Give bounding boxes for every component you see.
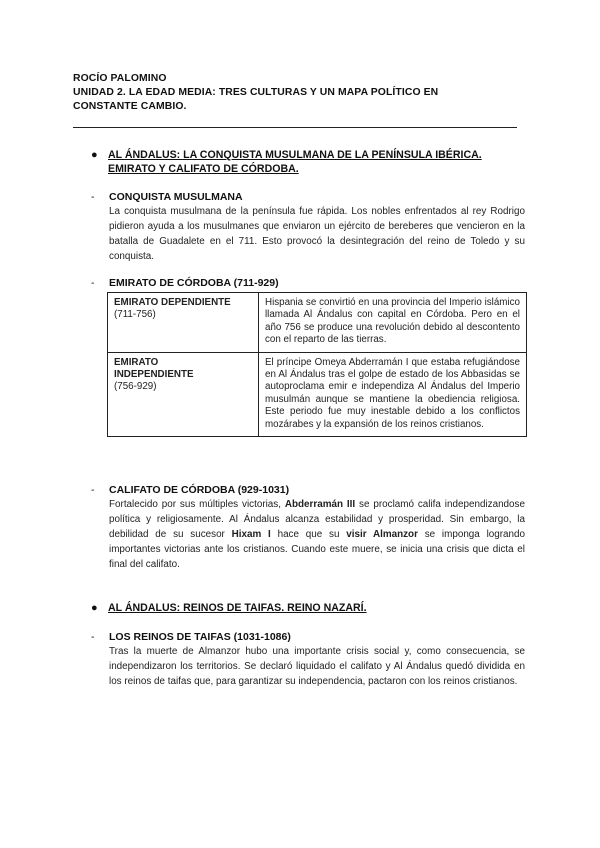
section-title-line1: AL ÁNDALUS: LA CONQUISTA MUSULMANA DE LA PENÍNSULA IBÉRICA. — [108, 149, 482, 161]
paragraph-califato — [109, 497, 525, 572]
unit-title-line1: UNIDAD 2. LA EDAD MEDIA: TRES CULTURAS Y UN MAPA POLÍTICO EN — [73, 87, 439, 98]
row-label: EMIRATO DEPENDIENTE — [114, 297, 231, 308]
subheading-emirato — [91, 276, 391, 290]
text-run: hace que su — [270, 529, 347, 540]
bullet-icon: ● — [91, 149, 98, 161]
emirato-table — [107, 292, 527, 437]
subheading-conquista — [91, 190, 391, 204]
row-label: EMIRATO INDEPENDIENTE — [114, 356, 194, 381]
text-run: se proclamó califa independizandose política y religiosamente. Al Ándalus alcanza estabilidad y prosperidad. Sin embargo, la debilidad de su sucesor — [109, 499, 525, 540]
subheading-label: LOS REINOS DE TAIFAS (1031-1086) — [109, 631, 291, 643]
paragraph-taifas: Tras la muerte de Almanzor hubo una importante crisis social y, como consecuencia, se independizaron los territorios. Se declaró liquidado el califato y Al Ándalus quedó dividida en los reinos de taifas que, para garantizar su independencia, pactaron con los reinos cristianos. — [109, 646, 525, 687]
subheading-label: CONQUISTA MUSULMANA — [109, 191, 243, 203]
subheading-label: CALIFATO DE CÓRDOBA (929-1031) — [109, 484, 290, 496]
section-heading-taifas — [91, 601, 531, 617]
table-cell-label — [108, 352, 259, 436]
table-row — [108, 352, 527, 436]
subheading-califato — [91, 483, 391, 497]
table-row — [108, 293, 527, 353]
dash-marker: - — [91, 631, 95, 643]
section-title-line1: AL ÁNDALUS: REINOS DE TAIFAS. REINO NAZARÍ. — [108, 602, 367, 614]
subheading-label: EMIRATO DE CÓRDOBA (711-929) — [109, 277, 279, 289]
table-cell-description: Hispania se convirtió en una provincia del Imperio islámico llamada Al Ándalus con capital en Córdoba. Pero en el año 756 se produce una revolución debido al descontento con el reparto de las tierras. — [259, 293, 527, 353]
dash-marker: - — [91, 484, 95, 496]
table-cell-label — [108, 293, 259, 353]
dash-marker: - — [91, 191, 95, 203]
emphasis-abderraman: Abderramán III — [284, 499, 356, 510]
header-divider — [73, 127, 517, 128]
paragraph-conquista: La conquista musulmana de la península fue rápida. Los nobles enfrentados al rey Rodrigo pidieron ayuda a los musulmanes que enviaron un ejército de bereberes que vencieron en la batalla de Guadalete en el 711. Esto provocó la desintegración del reino de Toledo y su conquista. — [109, 206, 525, 262]
emphasis-hixam: Hixam I — [231, 529, 271, 540]
emphasis-almanzor: visir Almanzor — [346, 529, 418, 540]
row-dates: (756-929) — [114, 381, 157, 393]
bullet-icon: ● — [91, 602, 98, 614]
row-dates: (711-756) — [114, 309, 156, 321]
unit-title-line2: CONSTANTE CAMBIO. — [73, 101, 187, 112]
table-cell-description: El príncipe Omeya Abderramán I que estaba refugiándose en Al Ándalus tras el golpe de estado de los Abbasidas se autoproclama emir e independiza Al Ándalus del Imperio musulmán aunque se mantiene la obediencia religiosa. Este periodo fue muy inestable debido a los conflictos mozárabes y la expansión de los reinos cristianos. — [259, 352, 527, 436]
subheading-taifas — [91, 630, 391, 644]
text-run: Fortalecido por sus múltiples victorias, — [109, 499, 285, 510]
section-heading-conquista — [91, 148, 531, 178]
section-title-line2: EMIRATO Y CALIFATO DE CÓRDOBA. — [108, 163, 299, 175]
author-name: ROCÍO PALOMINO — [73, 73, 167, 84]
text-run: se imponga logrando importantes victorias ante los cristianos. Cuando este muere, se inicia una crisis que dicta el final del califato. — [109, 529, 526, 570]
dash-marker: - — [91, 277, 95, 289]
